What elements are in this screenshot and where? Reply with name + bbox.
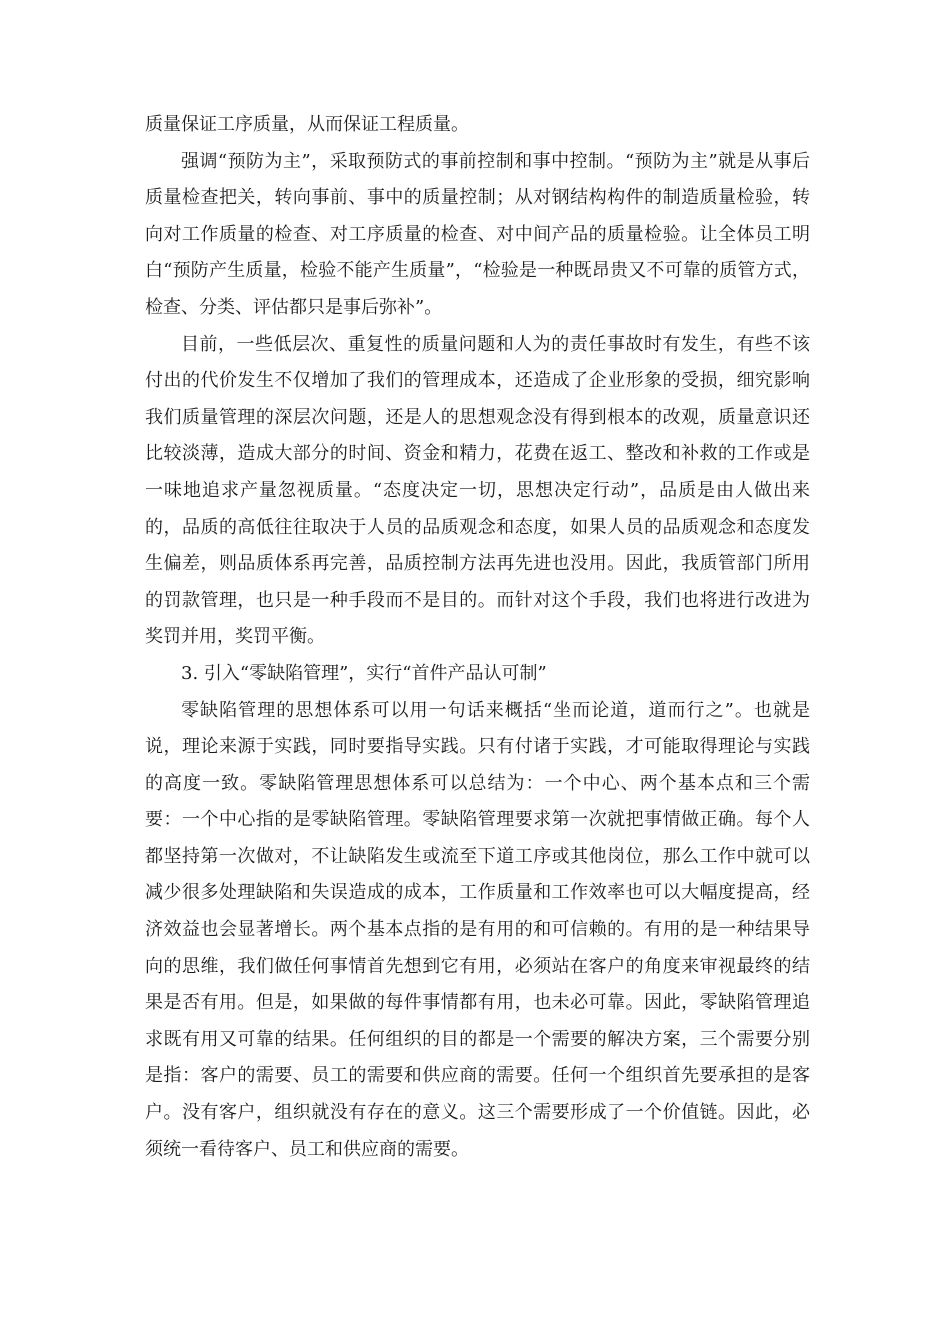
- paragraph-prevention: 强调“预防为主”，采取预防式的事前控制和事中控制。“预防为主”就是从事后质量检查把关，转向事前、事中的质量控制；从对钢结构构件的制造质量检验，转向对工作质量的检查、对工序质量的检查、对中间产品的质量检验。让全体员工明白“预防产生质量，检验不能产生质量”，“检验是一种既昂贵又不可靠的质管方式，检查、分类、评估都只是事后弥补”。: [145, 150, 810, 318]
- section-heading-zero-defect: 3. 引入“零缺陷管理”，实行“首件产品认可制”: [181, 662, 547, 684]
- paragraph-zero-defect: 零缺陷管理的思想体系可以用一句话来概括“坐而论道，道而行之”。也就是说，理论来源于实践，同时要指导实践。只有付诸于实践，才可能取得理论与实践的高度一致。零缺陷管理思想体系可以总结为：一个中心、两个基本点和三个需要：一个中心指的是零缺陷管理。零缺陷管理要求第一次就把事情做正确。每个人都坚持第一次做对，不让缺陷发生或流至下道工序或其他岗位，那么工作中就可以减少很多处理缺陷和失误造成的成本，工作质量和工作效率也可以大幅度提高，经济效益也会显著增长。两个基本点指的是有用的和可信赖的。有用的是一种结果导向的思维，我们做任何事情首先想到它有用，必须站在客户的角度来审视最终的结果是否有用。但是，如果做的每件事情都有用，也未必可靠。因此，零缺陷管理追求既有用又可靠的结果。任何组织的目的都是一个需要的解决方案，三个需要分别是指：客户的需要、员工的需要和供应商的需要。任何一个组织首先要承担的是客户。没有客户，组织就没有存在的意义。这三个需要形成了一个价值链。因此，必须统一看待客户、员工和供应商的需要。: [145, 699, 810, 1160]
- paragraph-current-issues: 目前，一些低层次、重复性的质量问题和人为的责任事故时有发生，有些不该付出的代价发生不仅增加了我们的管理成本，还造成了企业形象的受损，细究影响我们质量管理的深层次问题，还是人的思想观念没有得到根本的改观，质量意识还比较淡薄，造成大部分的时间、资金和精力，花费在返工、整改和补救的工作或是一味地追求产量忽视质量。“态度决定一切，思想决定行动”，品质是由人做出来的，品质的高低往往取决于人员的品质观念和态度，如果人员的品质观念和态度发生偏差，则品质体系再完善，品质控制方法再先进也没用。因此，我质管部门所用的罚款管理，也只是一种手段而不是目的。而针对这个手段，我们也将进行改进为奖罚并用，奖罚平衡。: [145, 333, 810, 648]
- paragraph-continuation: 质量保证工序质量，从而保证工程质量。: [145, 114, 469, 135]
- document-body: [145, 107, 810, 1168]
